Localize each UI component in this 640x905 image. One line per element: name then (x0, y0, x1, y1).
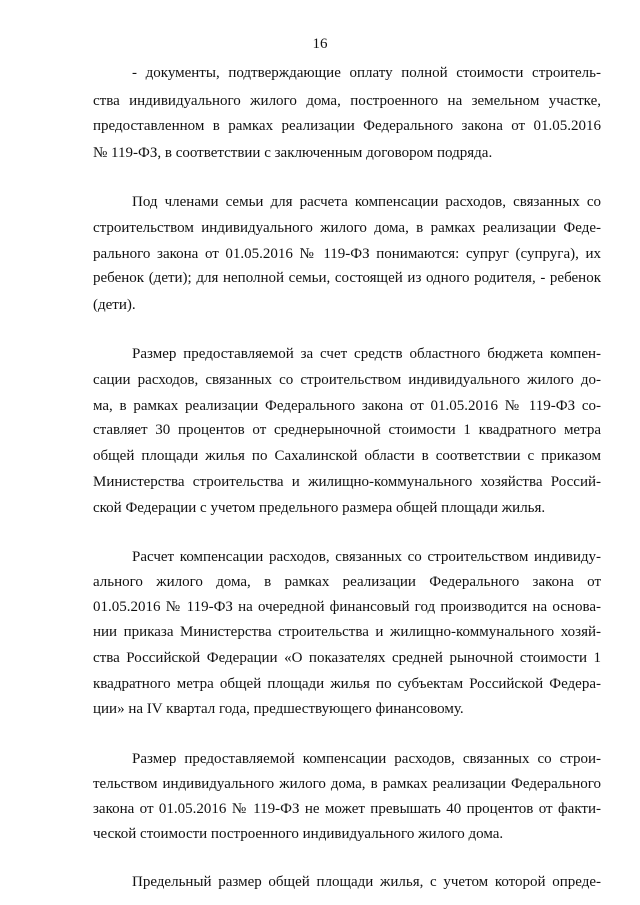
text-line: квадратного метра общей площади жилья по субъектам Российской Федера- (93, 676, 601, 692)
text-line: - документы, подтверждающие оплату полной стоимости строитель- (132, 65, 601, 81)
text-line: Министерства строительства и жилищно-коммунального хозяйства Россий- (93, 474, 601, 490)
text-line: 01.05.2016 № 119-ФЗ на очередной финансовый год производится на основа- (93, 599, 601, 615)
text-line: закона от 01.05.2016 № 119-ФЗ не может превышать 40 процентов от факти- (93, 801, 601, 817)
text-line: рального закона от 01.05.2016 № 119-ФЗ понимаются: супруг (супруга), их (93, 246, 601, 262)
text-line: ческой стоимости построенного индивидуального жилого дома. (93, 826, 504, 842)
text-line: ции» на IV квартал года, предшествующего финансовому. (93, 701, 464, 717)
text-line: ребенок (дети); для неполной семьи, состоящей из одного родителя, - ребенок (93, 270, 601, 286)
text-line: ма, в рамках реализации Федерального закона от 01.05.2016 № 119-ФЗ со- (93, 398, 601, 414)
text-line: тельством индивидуального жилого дома, в рамках реализации Федерального (93, 776, 601, 792)
text-line: нии приказа Министерства строительства и жилищно-коммунального хозяй- (93, 624, 601, 640)
text-line: № 119-ФЗ, в соответствии с заключенным договором подряда. (93, 145, 493, 161)
text-line: ставляет 30 процентов от среднерыночной стоимости 1 квадратного метра (93, 422, 601, 438)
text-line: общей площади жилья по Сахалинской области в соответствии с приказом (93, 448, 601, 464)
page-number: 16 (312, 36, 328, 52)
text-line: ального жилого дома, в рамках реализации Федерального закона от (93, 574, 601, 590)
text-line: ской Федерации с учетом предельного размера общей площади жилья. (93, 500, 546, 516)
text-line: предоставленном в рамках реализации Федерального закона от 01.05.2016 (93, 118, 601, 134)
text-line: Под членами семьи для расчета компенсации расходов, связанных со (132, 194, 601, 210)
text-line: Размер предоставляемой за счет средств областного бюджета компен- (132, 346, 601, 362)
text-line: (дети). (93, 297, 136, 313)
text-line: Предельный размер общей площади жилья, с учетом которой опреде- (132, 874, 601, 890)
text-line: ства Российской Федерации «О показателях средней рыночной стоимости 1 (93, 650, 601, 666)
text-line: Расчет компенсации расходов, связанных со строительством индивиду- (132, 549, 601, 565)
text-line: сации расходов, связанных со строительством индивидуального жилого до- (93, 372, 601, 388)
text-line: ства индивидуального жилого дома, построенного на земельном участке, (93, 93, 601, 109)
text-line: Размер предоставляемой компенсации расходов, связанных со строи- (132, 751, 601, 767)
text-line: строительством индивидуального жилого дома, в рамках реализации Феде- (93, 220, 601, 236)
